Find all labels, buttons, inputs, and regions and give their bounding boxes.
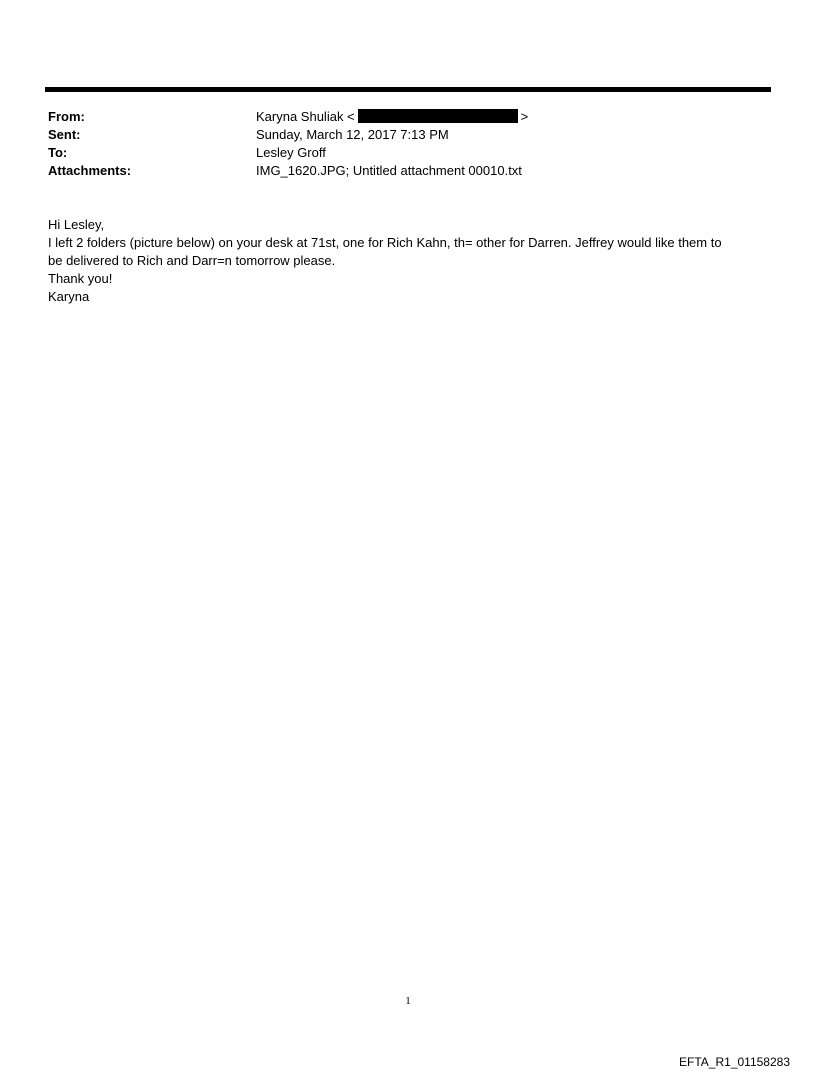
sent-label: Sent: [48, 127, 81, 142]
to-row [48, 144, 528, 162]
from-close: > [520, 109, 529, 124]
to-value: Lesley Groff [256, 145, 326, 160]
redaction-box [358, 109, 518, 123]
from-row [48, 108, 528, 126]
body-line: I left 2 folders (picture below) on your desk at 71st, one for Rich Kahn, th= other for Darren. Jeffrey would like them to [48, 235, 722, 250]
document-id: EFTA_R1_01158283 [679, 1055, 790, 1069]
from-label: From: [48, 109, 85, 124]
email-header [48, 108, 528, 180]
body-line: Thank you! [48, 271, 113, 286]
attachments-row [48, 162, 528, 180]
from-value [256, 108, 528, 126]
body-line: Hi Lesley, [48, 217, 105, 232]
page-number: 1 [405, 995, 411, 1007]
sent-row [48, 126, 528, 144]
email-body [48, 216, 768, 306]
attachments-label: Attachments: [48, 163, 132, 178]
to-label: To: [48, 145, 68, 160]
from-name: Karyna Shuliak < [256, 109, 355, 124]
sent-value: Sunday, March 12, 2017 7:13 PM [256, 127, 449, 142]
attachments-value: IMG_1620.JPG; Untitled attachment 00010.txt [256, 163, 522, 178]
body-line: Karyna [48, 289, 90, 304]
body-line: be delivered to Rich and Darr=n tomorrow please. [48, 253, 336, 268]
top-divider [45, 87, 771, 92]
